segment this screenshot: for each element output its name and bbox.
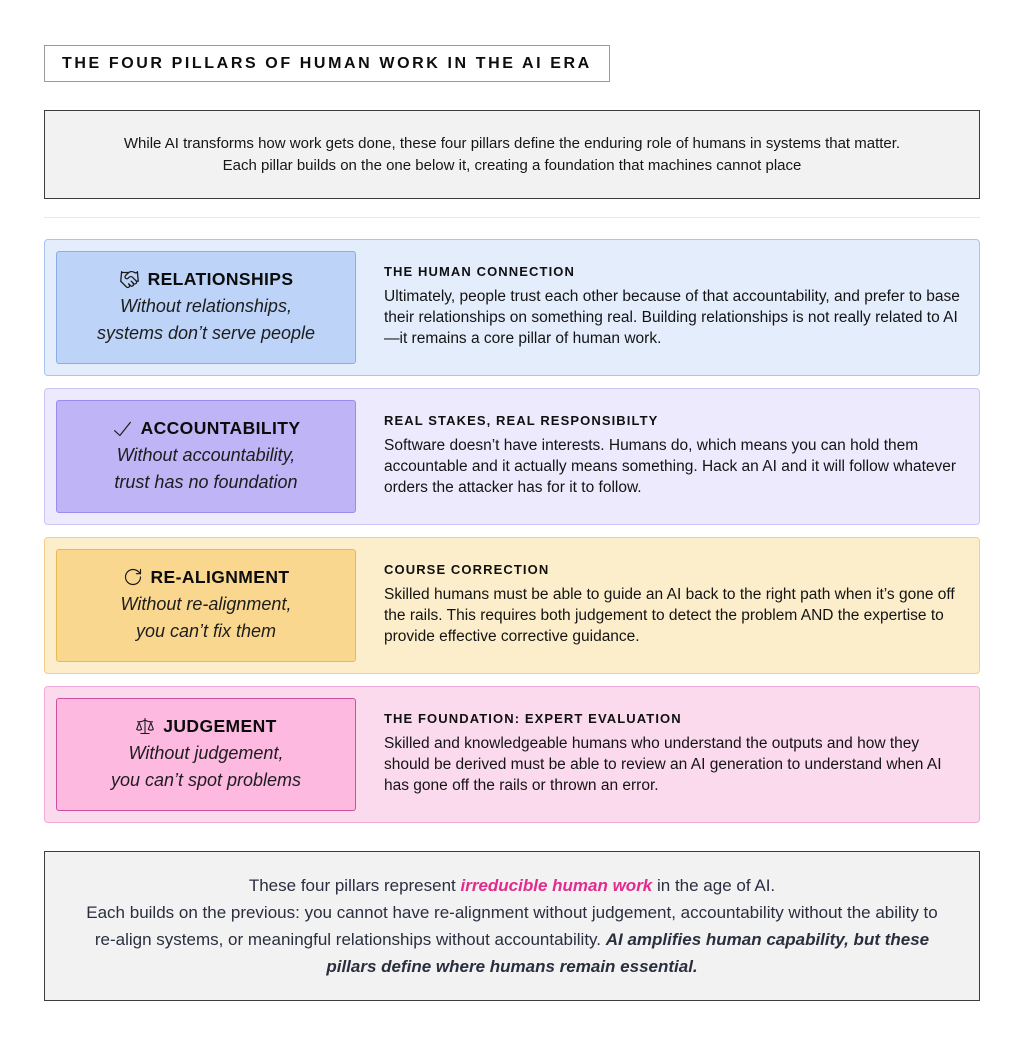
divider [44,217,980,218]
pillar-heading: THE HUMAN CONNECTION [384,264,575,279]
pillar-name-row [135,716,276,737]
pillar-body: Skilled humans must be able to guide an AI back to the right path when it’s gone off the rails. This requires both judgement to detect the problem AND the expertise to provide effective corrective guidance. [384,586,955,645]
page-title: THE FOUR PILLARS OF HUMAN WORK IN THE AI ERA [62,55,592,72]
pillar-body: Ultimately, people trust each other because of that accountability, and prefer to base their relationships on something real. Building relationships is not really related to AI—it remains a core pillar of human work. [384,288,960,347]
pillar-tagline [111,740,301,794]
pillar-name-row [119,269,294,290]
conclusion-text [83,872,941,980]
pillar-name-row [112,418,301,439]
conclusion-part-1: These four pillars represent [248,876,461,895]
intro-line-1: While AI transforms how work gets done, these four pillars define the enduring role of humans in systems that matter. [123,135,901,152]
pillar-body: Skilled and knowledgeable humans who understand the outputs and how they should be derived must be able to review an AI generation to understand when AI has gone off the rails or thrown an error. [384,735,942,794]
tagline-line-1: Without accountability, [116,444,296,465]
conclusion-emphasis: AI amplifies human capability, but these pillars define where humans remain essential. [326,930,930,976]
pillar-row-judgement [44,686,980,823]
pillar-name: RE-ALIGNMENT [150,566,290,587]
conclusion-part-2: in the age of AI. [652,876,776,895]
pillar-box-accountability [56,400,356,513]
handshake-icon [119,269,140,290]
pillar-box-re-alignment [56,549,356,662]
pillar-heading: REAL STAKES, REAL RESPONSIBILTY [384,413,659,428]
pillar-row-accountability [44,388,980,525]
pillar-box-relationships [56,251,356,364]
tagline-line-2: trust has no foundation [114,471,298,492]
tagline-line-2: you can’t spot problems [110,769,302,790]
conclusion-highlight: irreducible human work [460,876,653,895]
pillar-tagline [97,293,315,347]
conclusion-part-3: Each builds on the previous: you cannot have re-alignment without judgement, accountability without the ability to re-align systems, or meaningful relationships without accountability. [86,903,938,949]
tagline-line-1: Without relationships, [120,295,292,316]
page-title-box [44,45,610,82]
pillar-description [384,251,968,364]
tagline-line-1: Without re-alignment, [120,593,292,614]
pillar-description [384,400,968,513]
pillar-body: Software doesn’t have interests. Humans do, which means you can hold them accountable and it actually means something. Hack an AI and it will follow whatever orders the attacker has for it to follow. [384,437,957,496]
intro-line-2: Each pillar builds on the one below it, creating a foundation that machines cannot place [222,157,802,174]
pillar-name: JUDGEMENT [163,715,277,736]
pillar-heading: COURSE CORRECTION [384,562,550,577]
checkmark-icon [112,418,133,439]
pillar-row-re-alignment [44,537,980,674]
pillar-tagline [114,442,297,496]
pillar-heading: THE FOUNDATION: EXPERT EVALUATION [384,711,682,726]
tagline-line-2: you can’t fix them [135,620,277,641]
pillar-tagline [121,591,292,645]
pillar-name: ACCOUNTABILITY [140,417,301,438]
pillar-description [384,549,968,662]
pillar-name-row [123,567,290,588]
tagline-line-1: Without judgement, [128,742,284,763]
circular-arrow-icon [123,567,143,587]
pillar-row-relationships [44,239,980,376]
tagline-line-2: systems don’t serve people [96,322,316,343]
scales-icon [135,716,155,736]
pillar-box-judgement [56,698,356,811]
intro-box [44,110,980,199]
pillar-description [384,698,968,811]
pillar-name: RELATIONSHIPS [147,268,294,289]
conclusion-box [44,851,980,1001]
